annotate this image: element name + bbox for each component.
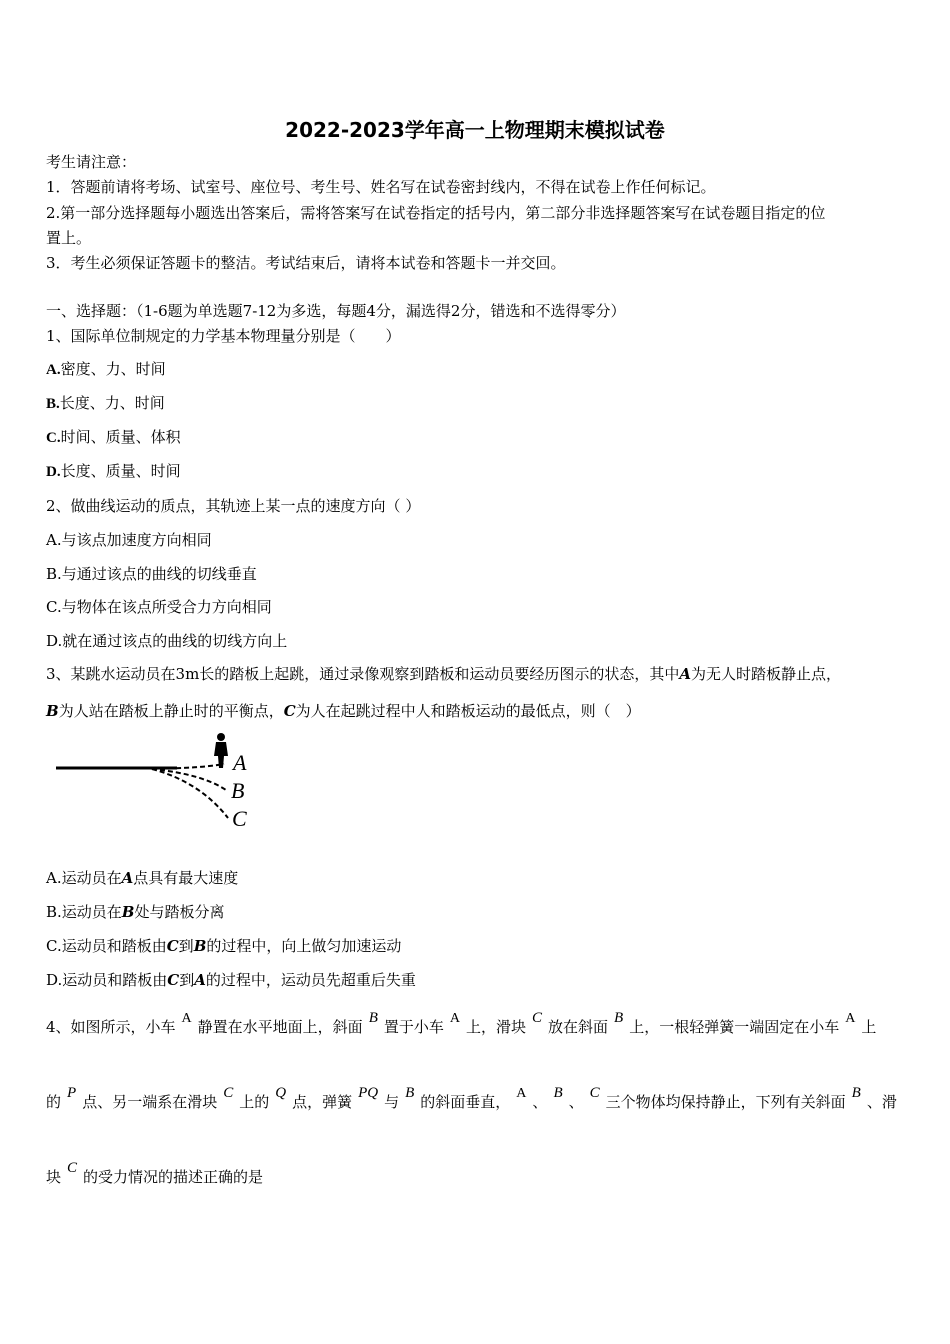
q3-option-d: D.运动员和踏板由C到A的过程中，运动员先超重后失重	[46, 971, 416, 989]
notice-item-1: 1．答题前请将考场、试室号、座位号、考生号、姓名写在试卷密封线内，不得在试卷上作任何标记。	[46, 178, 716, 196]
q1-option-c: C.时间、质量、体积	[46, 430, 181, 446]
q2-option-c: C.与物体在该点所受合力方向相同	[46, 598, 272, 616]
q2-option-d: D.就在通过该点的曲线的切线方向上	[46, 632, 288, 650]
exam-title: 2022-2023学年高一上物理期末模拟试卷	[285, 118, 665, 142]
notice-item-3: 3．考生必须保证答题卡的整洁。考试结束后，请将本试卷和答题卡一并交回。	[46, 254, 566, 272]
notice-item-2-cont: 置上。	[46, 229, 92, 247]
springboard-figure	[52, 728, 262, 838]
figure-label-b: B	[231, 778, 245, 803]
q4-stem-line2: 的 P 点、另一端系在滑块 C 上的 Q 点，弹簧 PQ 与 B 的斜面垂直， A 、 B 、 C 三个物体均保持静止，下列有关斜面 B 、滑	[46, 1085, 897, 1111]
q1-option-b: B.长度、力、时间	[46, 396, 165, 412]
q3-option-a: A.运动员在A点具有最大速度	[46, 869, 239, 887]
notice-heading: 考生请注意：	[46, 153, 137, 171]
q2-stem: 2、做曲线运动的质点，其轨迹上某一点的速度方向（ ）	[46, 497, 421, 515]
q1-stem: 1、国际单位制规定的力学基本物理量分别是（ ）	[46, 327, 401, 345]
diver-icon	[214, 733, 228, 768]
q3-option-c: C.运动员和踏板由C到B的过程中，向上做匀加速运动	[46, 937, 402, 955]
q1-option-d: D.长度、质量、时间	[46, 464, 181, 480]
q3-stem-line2: B为人站在踏板上静止时的平衡点，C为人在起跳过程中人和踏板运动的最低点，则（ ）	[46, 702, 641, 720]
q1-option-a: A.密度、力、时间	[46, 362, 166, 378]
notice-item-2: 2.第一部分选择题每小题选出答案后，需将答案写在试卷指定的括号内，第二部分非选择题答案写在试卷题目指定的位	[46, 204, 826, 222]
figure-label-c: C	[232, 806, 247, 831]
q2-option-b: B.与通过该点的曲线的切线垂直	[46, 565, 257, 583]
figure-label-a: A	[233, 750, 247, 775]
q3-option-b: B.运动员在B处与踏板分离	[46, 903, 225, 921]
section-heading: 一、选择题：（1-6题为单选题7-12为多选，每题4分，漏选得2分，错选和不选得零分）	[46, 302, 626, 320]
q2-option-a: A.与该点加速度方向相同	[46, 531, 212, 549]
q4-stem-line3: 块 C 的受力情况的描述正确的是	[46, 1160, 264, 1186]
q4-stem-line1: 4、如图所示，小车 A 静置在水平地面上，斜面 B 置于小车 A 上，滑块 C 放在斜面 B 上，一根轻弹簧一端固定在小车 A 上	[46, 1010, 877, 1036]
q3-stem-line1: 3、某跳水运动员在3m长的踏板上起跳，通过录像观察到踏板和运动员要经历图示的状态，其中A为无人时踏板静止点，	[46, 665, 841, 683]
